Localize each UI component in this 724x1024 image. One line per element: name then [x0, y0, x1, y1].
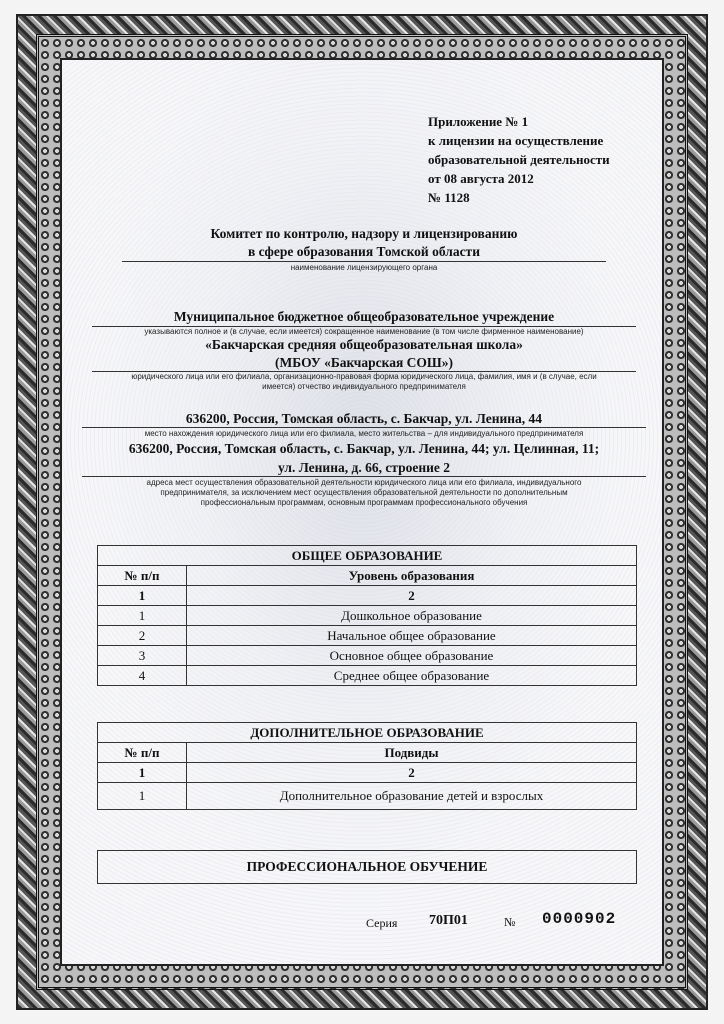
table-title-row: [98, 723, 637, 743]
series-label: Серия: [366, 916, 398, 930]
authority-line: в сфере образования Томской области: [248, 244, 480, 259]
column-number: 2: [187, 763, 637, 783]
education-subtype: Дополнительное образование детей и взрослых: [187, 783, 637, 810]
table-row: [98, 626, 637, 646]
professional-training-box: [97, 850, 637, 884]
underline: [82, 427, 646, 428]
table-title: ДОПОЛНИТЕЛЬНОЕ ОБРАЗОВАНИЕ: [98, 723, 637, 743]
table-column-numbers-row: [98, 763, 637, 783]
column-header-subtype: Подвиды: [187, 743, 637, 763]
table-row: [98, 646, 637, 666]
table-row: [98, 666, 637, 686]
column-header-level: Уровень образования: [187, 566, 637, 586]
authority-line: Комитет по контролю, надзору и лицензированию: [210, 226, 518, 241]
additional-education-table: [97, 722, 637, 810]
education-level: Начальное общее образование: [187, 626, 637, 646]
licensee-caption: указываются полное и (в случае, если имеется) сокращенное наименование (в том числе фирменное наименование): [144, 327, 584, 336]
appendix-header: [428, 112, 658, 207]
appendix-line: к лицензии на осуществление: [428, 133, 604, 148]
licensee-caption: юридического лица или его филиала, организационно-правовая форма юридического лица, фамилия, имя и (в случае, если: [131, 372, 597, 381]
activity-address: ул. Ленина, д. 66, строение 2: [277, 460, 451, 475]
education-level: Среднее общее образование: [187, 666, 637, 686]
column-number: 2: [187, 586, 637, 606]
row-number: 3: [98, 646, 187, 666]
appendix-number: № 1128: [428, 190, 470, 205]
licensee-short-name: (МБОУ «Бакчарская СОШ»): [275, 355, 453, 370]
table-header-row: [98, 743, 637, 763]
licensee-caption: имеется) отчество индивидуального предпринимателя: [262, 382, 466, 391]
table-row: [98, 783, 637, 810]
education-level: Дошкольное образование: [187, 606, 637, 626]
row-number: 1: [98, 606, 187, 626]
document-content: [62, 60, 666, 968]
licensee-name: «Бакчарская средняя общеобразовательная школа»: [205, 337, 523, 352]
activity-address-caption: профессиональным программам, основным программам профессионального обучения: [200, 498, 528, 507]
legal-address-caption: место нахождения юридического лица или его филиала, место жительства – для индивидуального предпринимателя: [144, 429, 584, 438]
professional-training-title: ПРОФЕССИОНАЛЬНОЕ ОБУЧЕНИЕ: [246, 859, 488, 874]
column-number: 1: [98, 763, 187, 783]
appendix-title: Приложение № 1: [428, 114, 529, 129]
table-row: [98, 606, 637, 626]
number-label: №: [504, 915, 516, 929]
activity-address: 636200, Россия, Томская область, с. Бакчар, ул. Ленина, 44; ул. Целинная, 11;: [128, 441, 600, 456]
column-header-number: № п/п: [98, 743, 187, 763]
legal-address: 636200, Россия, Томская область, с. Бакчар, ул. Ленина, 44: [185, 411, 543, 426]
authority-caption: наименование лицензирующего органа: [290, 263, 438, 272]
activity-address-caption: предпринимателя, за исключением мест осуществления образовательной деятельности по дополнительным: [160, 488, 568, 497]
underline: [82, 476, 646, 477]
column-header-number: № п/п: [98, 566, 187, 586]
underline: [122, 261, 606, 262]
form-number: 0000902: [542, 910, 617, 928]
licensee-name: Муниципальное бюджетное общеобразовательное учреждение: [173, 309, 555, 324]
series-value: 70П01: [429, 913, 468, 928]
row-number: 2: [98, 626, 187, 646]
table-header-row: [98, 566, 637, 586]
general-education-table: [97, 545, 637, 686]
row-number: 1: [98, 783, 187, 810]
education-level: Основное общее образование: [187, 646, 637, 666]
row-number: 4: [98, 666, 187, 686]
table-title-row: [98, 546, 637, 566]
activity-address-caption: адреса мест осуществления образовательной деятельности юридического лица или его филиала, индивидуального: [146, 478, 582, 487]
appendix-line: образовательной деятельности: [428, 152, 610, 167]
appendix-date: от 08 августа 2012: [428, 171, 534, 186]
column-number: 1: [98, 586, 187, 606]
document-sheet: [60, 58, 664, 966]
table-column-numbers-row: [98, 586, 637, 606]
table-title: ОБЩЕЕ ОБРАЗОВАНИЕ: [98, 546, 637, 566]
